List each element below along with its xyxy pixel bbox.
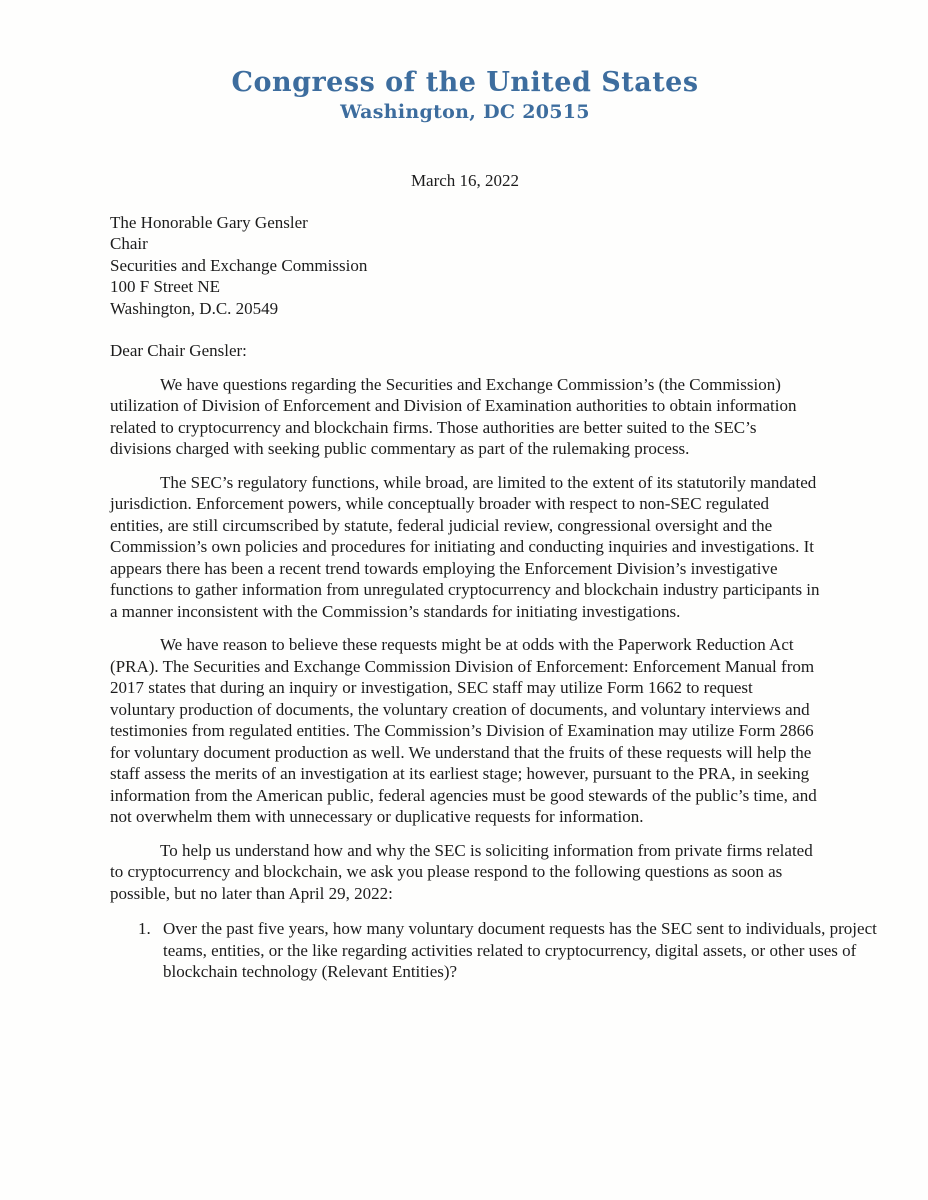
body-paragraph-2: The SEC’s regulatory functions, while broad, are limited to the extent of its statutorily mandated jurisdiction. Enforcement powers, while conceptually broader with respect to non-SEC regulated entities, are still circumscribed by statute, federal judicial review, congressional oversight and the Commission’s own policies and procedures for initiating and conducting inquiries and investigations. It appears there has been a recent trend towards employing the Enforcement Division’s investigative functions to gather information from unregulated cryptocurrency and blockchain industry participants in a manner inconsistent with the Commission’s standards for initiating investigations. (110, 472, 820, 621)
salutation: Dear Chair Gensler: (110, 341, 247, 360)
recipient-line: 100 F Street NE (110, 277, 221, 296)
recipient-line: Chair (110, 234, 148, 253)
question-item-1 (110, 918, 877, 983)
questions-list (110, 918, 877, 983)
letterhead (110, 68, 820, 124)
recipient-line: Securities and Exchange Commission (110, 255, 368, 275)
letterhead-title: Congress of the United States (231, 67, 699, 98)
recipient-line: Washington, D.C. 20549 (110, 298, 279, 318)
recipient-line: The Honorable Gary Gensler (110, 212, 308, 232)
recipient-address (110, 212, 820, 320)
body-paragraph-3: We have reason to believe these requests might be at odds with the Paperwork Reduction Act (PRA). The Securities and Exchange Commission Division of Enforcement: Enforcement Manual from 2017 states that during an inquiry or investigation, SEC staff may utilize Form 1662 to request voluntary production of documents, the voluntary creation of documents, and voluntary interviews and testimonies from regulated entities. The Commission’s Division of Examination may utilize Form 2866 for voluntary document production as well. We understand that the fruits of these requests will help the staff assess the merits of an investigation at its earliest stage; however, pursuant to the PRA, in seeking information from the American public, federal agencies must be good stewards of the public’s time, and not overwhelm them with unnecessary or duplicative requests for information. (110, 635, 817, 826)
question-number: 1. (138, 919, 151, 938)
question-text: Over the past five years, how many voluntary document requests has the SEC sent to individuals, project teams, entities, or the like regarding activities related to cryptocurrency, digital assets, or other uses of blockchain technology (Relevant Entities)? (163, 919, 877, 981)
letterhead-subtitle: Washington, DC 20515 (340, 101, 590, 123)
letter-date: March 16, 2022 (410, 171, 520, 190)
body-paragraph-1: We have questions regarding the Securities and Exchange Commission’s (the Commission) utilization of Division of Enforcement and Division of Examination authorities to obtain information related to cryptocurrency and blockchain firms. Those authorities are better suited to the SEC’s divisions charged with seeking public commentary as part of the rulemaking process. (110, 374, 797, 458)
body-paragraph-4: To help us understand how and why the SEC is soliciting information from private firms related to cryptocurrency and blockchain, we ask you please respond to the following questions as soon as possible, but no later than April 29, 2022: (110, 840, 813, 903)
